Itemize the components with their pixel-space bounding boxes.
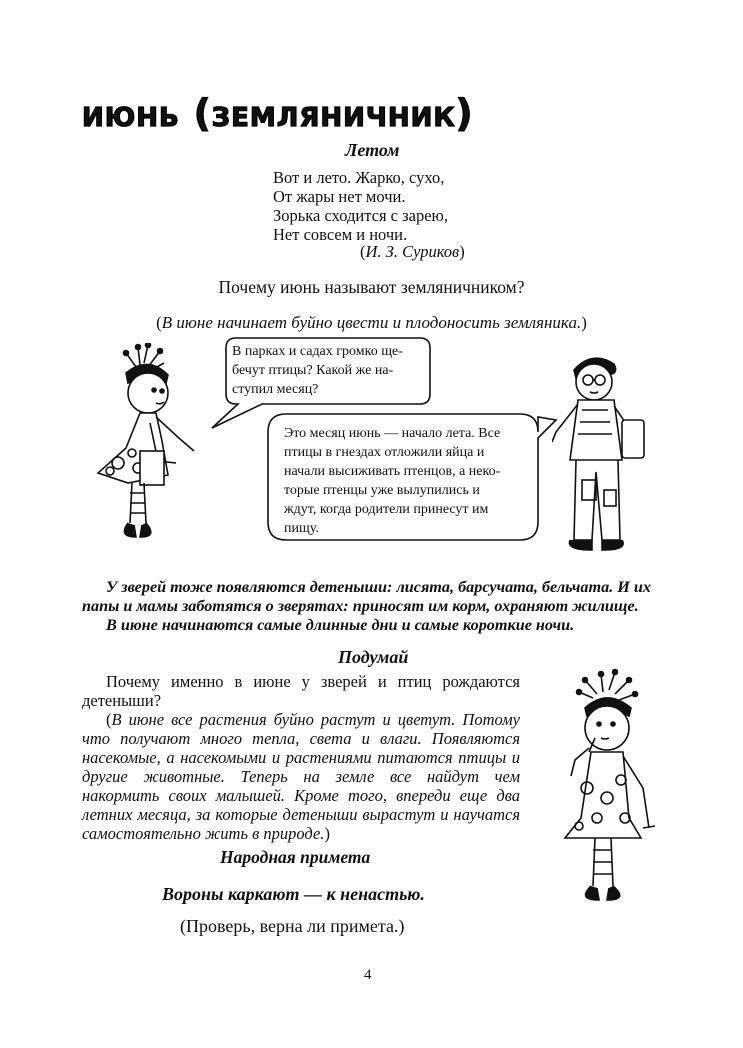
poem-author: (И. З. Суриков) [360,242,465,261]
poem-line: Нет совсем и ночи. [273,225,408,244]
folk-sign-check-text: Проверь, верна ли примета. [186,916,399,936]
page-number: 4 [364,967,372,983]
think-title: Подумай [338,647,409,667]
girl-illustration [88,343,203,558]
folk-sign-title: Народная примета [220,847,371,867]
bubble-line: начали высиживать птенцов, а неко- [284,464,501,479]
think-answer-text: В июне все растения буйно растут и цветут. Потому что получают много тепла, света и влаги. Появляются насекомые, а насекомыми и растениями питаются птицы и другие животные. Теперь на земле все найдут чем накормить своих малышей. Кроме того, впереди еще два летних месяца, за которые детеныши вырастут и научатся самостоятельно жить в природе. [82,710,520,843]
answer-june-name: (В июне начинает буйно цвести и плодоносить земляника.) [156,313,587,332]
poem-line: Зорька сходится с зарею, [273,206,448,225]
bubble-line: В парках и садах громко ще- [232,344,403,359]
thinking-girl-illustration [545,668,670,910]
folk-sign-text: Вороны каркают — к ненастью. [162,884,425,904]
girl-bubble-text [232,342,403,399]
think-answer: (В июне все растения буйно растут и цветут. Потому что получают много тепла, света и влаги. Появляются насекомые, а насекомыми и растениями питаются птицы и другие животные. Теперь на земле все найдут чем накормить своих малышей. Кроме того, впереди еще два летних месяца, за которые детеныши вырастут и научатся самостоятельно жить в природе.) [82,710,520,843]
question-june-name: Почему июнь называют земляничником? [218,277,525,297]
bubble-line: птицы в гнездах отложили яйца и [284,445,485,460]
poem-line: От жары нет мочи. [273,187,406,206]
poem-line: Вот и лето. Жарко, сухо, [273,168,445,187]
bubble-line: торые птенцы уже вылупились и [284,483,480,498]
chapter-title: июнь (земляничник) [82,92,474,135]
bubble-line: пищу. [284,521,319,536]
think-question: Почему именно в июне у зверей и птиц рождаются детеныши? [82,672,520,710]
boy-illustration [552,350,652,555]
boy-bubble-text [284,424,500,538]
bubble-line: ждут, когда родители принесут им [284,502,489,517]
facts-block [82,578,662,635]
facts-paragraph: В июне начинаются самые длинные дни и самые короткие ночи. [106,616,575,634]
facts-paragraph: У зверей тоже появляются детеныши: лисята, барсучата, бельчата. И их папы и мамы заботятся о зверятах: приносят им корм, охраняют жилище. [82,578,652,615]
folk-sign-check: (Проверь, верна ли примета.) [180,916,405,936]
poem-author-name: И. З. Суриков [365,242,460,261]
poem-title: Летом [345,140,400,160]
bubble-line: Это месяц июнь — начало лета. Все [284,426,501,441]
answer-june-name-text: В июне начинает буйно цвести и плодоносить земляника. [161,313,582,332]
bubble-line: ступил месяц? [232,382,319,397]
bubble-line: бечут птицы? Какой же на- [232,363,394,378]
think-block [82,672,520,843]
